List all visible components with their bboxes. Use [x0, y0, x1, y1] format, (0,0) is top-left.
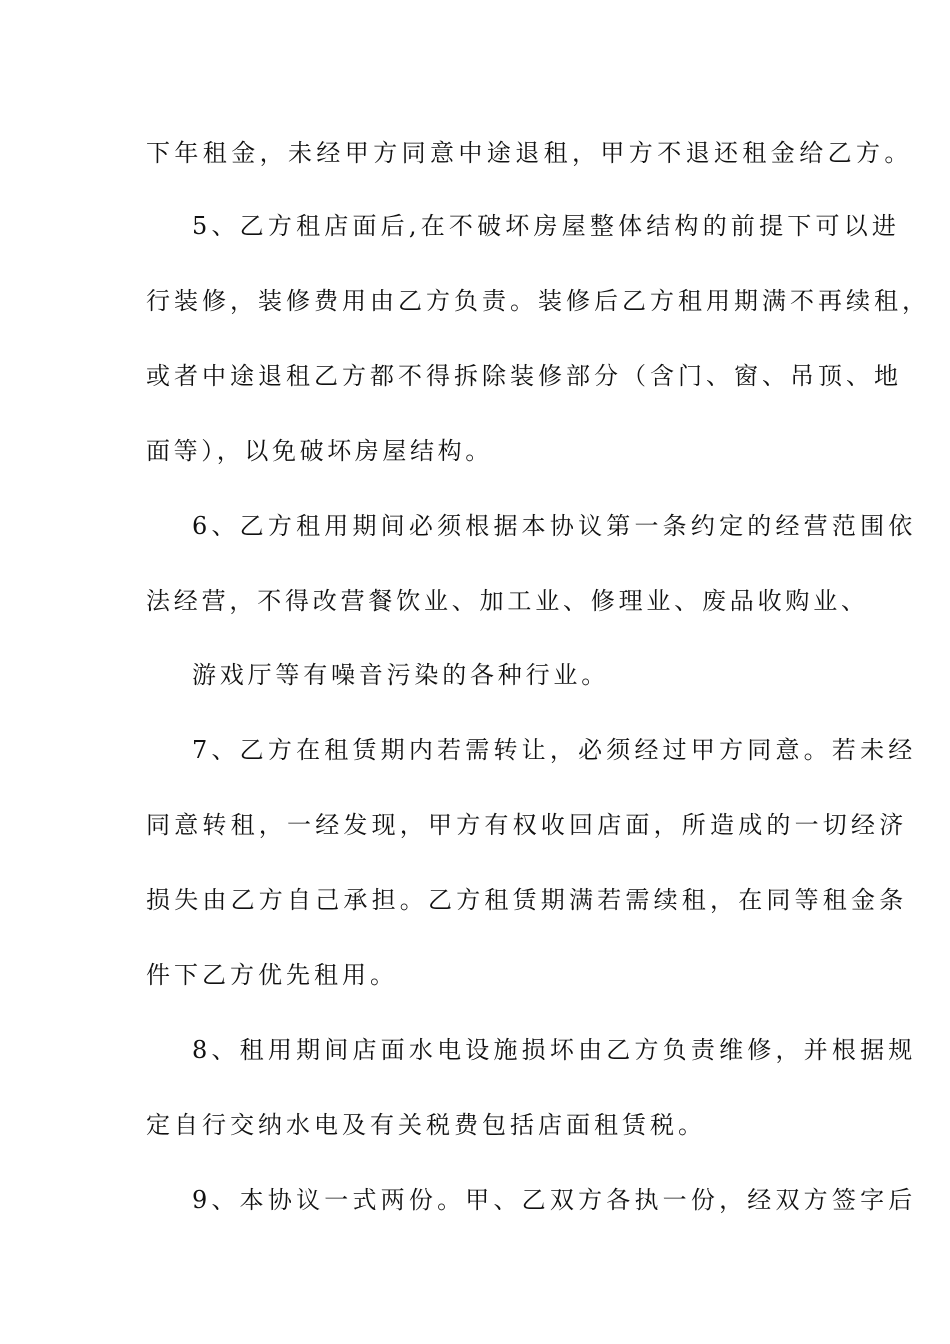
clause-8-start: 8、租用期间店面水电设施损坏由乙方负责维修，并根据规	[192, 1036, 917, 1064]
clause-5-line-2: 行装修，装修费用由乙方负责。装修后乙方租用期满不再续租，	[146, 287, 930, 315]
clause-5-start: 5、乙方租店面后,在不破坏房屋整体结构的前提下可以进	[192, 212, 901, 240]
clause-5-line-3: 或者中途退租乙方都不得拆除装修部分（含门、窗、吊顶、地	[146, 362, 902, 390]
text-line-rent-refund: 下年租金，未经甲方同意中途退租，甲方不退还租金给乙方。	[146, 139, 913, 167]
clause-8-line-2: 定自行交纳水电及有关税费包括店面租赁税。	[146, 1111, 706, 1139]
clause-7-start: 7、乙方在租赁期内若需转让，必须经过甲方同意。若未经	[192, 736, 917, 764]
clause-9-start: 9、本协议一式两份。甲、乙双方各执一份，经双方签字后	[192, 1186, 917, 1214]
clause-6-line-2: 法经营，不得改营餐饮业、加工业、修理业、废品收购业、	[146, 587, 869, 615]
clause-6-start: 6、乙方租用期间必须根据本协议第一条约定的经营范围依	[192, 512, 917, 540]
clause-5-line-4: 面等），以免破坏房屋结构。	[146, 437, 493, 465]
clause-6-line-3: 游戏厅等有噪音污染的各种行业。	[192, 661, 609, 689]
clause-7-line-4: 件下乙方优先租用。	[146, 961, 398, 989]
clause-7-line-3: 损失由乙方自己承担。乙方租赁期满若需续租，在同等租金条	[146, 886, 908, 914]
clause-7-line-2: 同意转租，一经发现，甲方有权收回店面，所造成的一切经济	[146, 811, 908, 839]
